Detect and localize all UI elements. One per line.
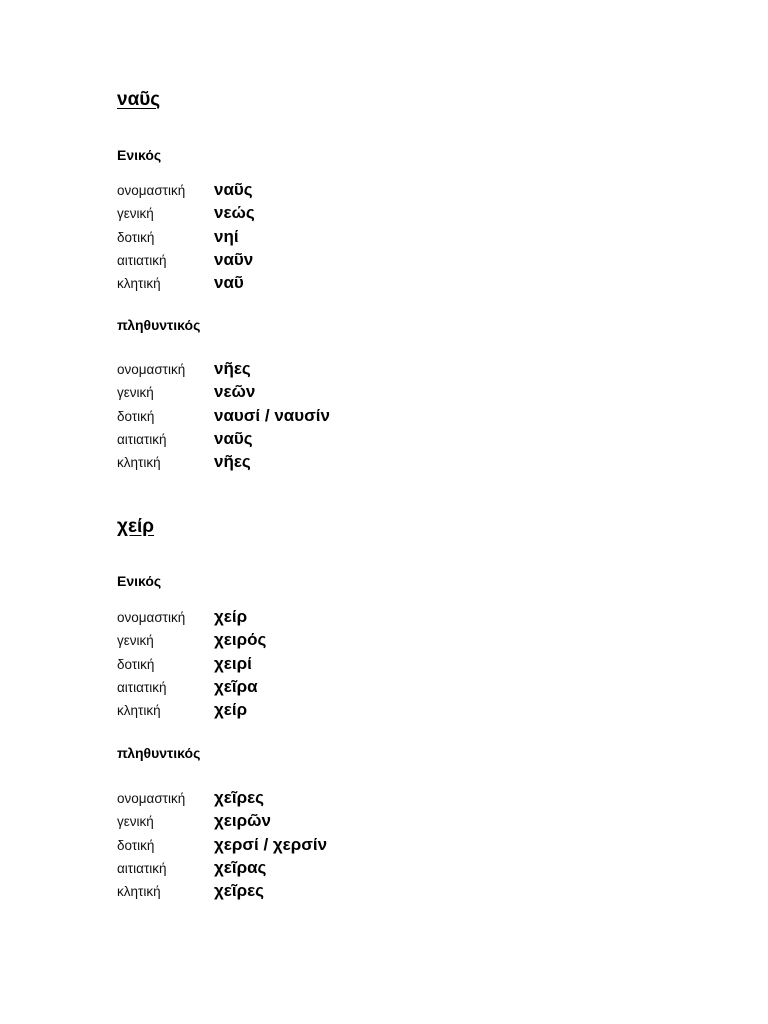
declension-row [117, 273, 737, 296]
plural-declension-list [117, 359, 737, 475]
case-name: αιτιατική [117, 431, 167, 447]
declension-row [117, 203, 737, 226]
noun-headword: χείρ [117, 516, 154, 537]
case-name: ονομαστική [117, 610, 186, 625]
declension-row [117, 788, 737, 811]
case-name: κλητική [117, 455, 161, 471]
case-name: δοτική [117, 837, 155, 853]
case-form: χερσί / χερσίν [214, 834, 328, 854]
case-form: νηί [214, 226, 239, 246]
case-name: ονομαστική [117, 183, 186, 198]
case-name: κλητική [117, 884, 161, 900]
case-form: ναῦς [214, 428, 253, 448]
declension-row [117, 835, 737, 858]
case-name: γενική [117, 814, 154, 830]
case-form: ναυσί / ναυσίν [214, 405, 330, 425]
declension-row [117, 359, 737, 382]
declension-row [117, 858, 737, 881]
case-form: χεῖρας [214, 857, 267, 877]
case-form: χειρός [214, 630, 267, 650]
case-form: χεῖρες [214, 881, 265, 901]
declension-row [117, 630, 737, 653]
case-name: δοτική [117, 408, 155, 424]
declension-row [117, 227, 737, 250]
declension-row [117, 881, 737, 904]
singular-declension-list [117, 180, 737, 296]
plural-label: πληθυντικός [117, 745, 201, 761]
declension-row [117, 382, 737, 405]
case-name: γενική [117, 633, 154, 649]
case-name: γενική [117, 206, 154, 222]
singular-label: Ενικός [117, 147, 162, 163]
case-name: δοτική [117, 656, 155, 672]
declension-row [117, 180, 737, 203]
noun-headword: ναῦς [117, 89, 161, 110]
case-form: χείρ [214, 700, 248, 720]
case-form: ναῦν [214, 249, 254, 269]
singular-label: Ενικός [117, 573, 162, 589]
case-name: κλητική [117, 276, 161, 292]
declension-row [117, 811, 737, 834]
case-form: νεώς [214, 203, 255, 223]
declension-row [117, 700, 737, 723]
case-name: αιτιατική [117, 252, 167, 268]
declension-row [117, 452, 737, 475]
case-name: δοτική [117, 229, 155, 245]
declension-row [117, 250, 737, 273]
case-name: ονομαστική [117, 362, 186, 377]
declension-row [117, 406, 737, 429]
case-form: ναῦς [214, 180, 253, 199]
case-form: χειρί [214, 653, 252, 673]
case-form: χεῖρα [214, 676, 258, 696]
case-form: νεῶν [214, 382, 256, 402]
case-name: γενική [117, 385, 154, 401]
case-form: χείρ [214, 607, 248, 626]
plural-label: πληθυντικός [117, 317, 201, 333]
case-name: ονομαστική [117, 791, 186, 806]
declension-row [117, 654, 737, 677]
case-form: ναῦ [214, 273, 244, 293]
singular-declension-list [117, 607, 737, 723]
case-form: νῆες [214, 452, 251, 472]
declension-row [117, 677, 737, 700]
case-form: νῆες [214, 359, 251, 378]
case-name: αιτιατική [117, 679, 167, 695]
declension-row [117, 429, 737, 452]
case-name: αιτιατική [117, 860, 167, 876]
case-name: κλητική [117, 703, 161, 719]
declension-row [117, 607, 737, 630]
case-form: χειρῶν [214, 811, 271, 831]
case-form: χεῖρες [214, 788, 265, 807]
plural-declension-list [117, 788, 737, 904]
